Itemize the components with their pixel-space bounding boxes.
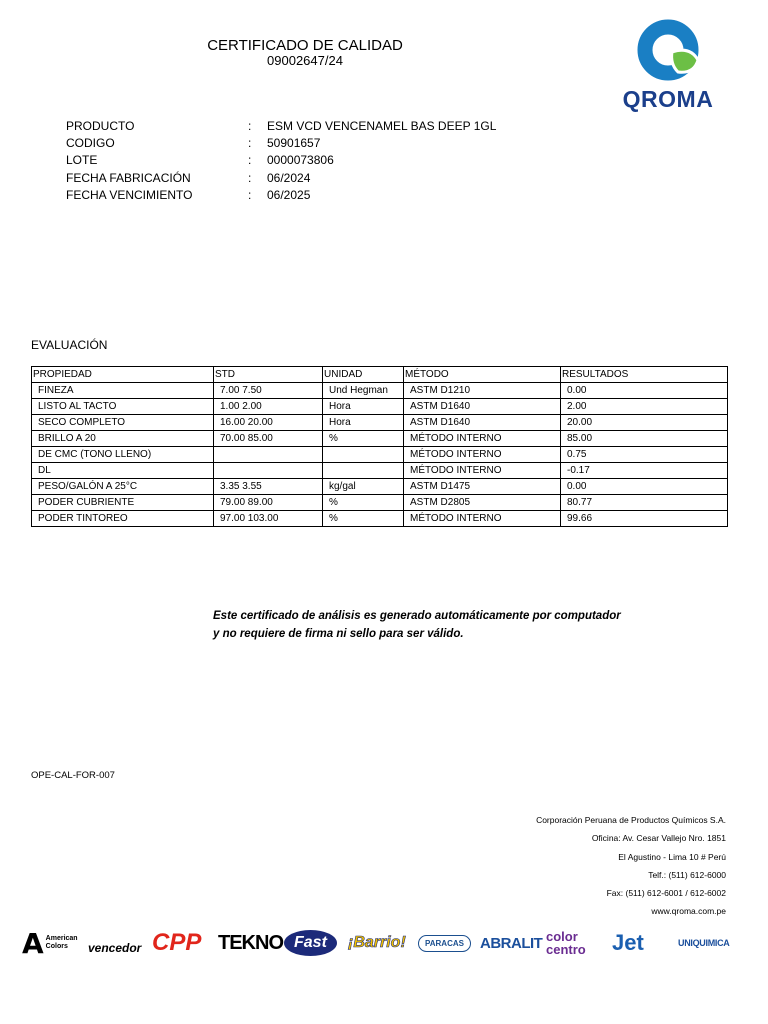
certificate-number: 09002647/24 xyxy=(267,53,343,68)
cell-std: 1.00 2.00 xyxy=(214,399,323,415)
table-row xyxy=(32,399,728,415)
table-row xyxy=(32,495,728,511)
brand-abralit-text: ABRALIT xyxy=(480,934,543,952)
field-label: PRODUCTO xyxy=(66,119,135,133)
form-code: OPE-CAL-FOR-007 xyxy=(31,770,115,781)
company-office: Oficina: Av. Cesar Vallejo Nro. 1851 xyxy=(591,833,726,844)
brand-abralit-logo xyxy=(480,926,542,960)
validity-note xyxy=(213,607,621,643)
cell-unidad: Hora xyxy=(323,415,404,431)
field-fecha-fabricacion xyxy=(66,171,566,185)
brand-fast-text: Fast xyxy=(284,930,337,956)
cell-unidad: % xyxy=(323,511,404,527)
header-unidad: UNIDAD xyxy=(323,367,404,383)
field-value: 06/2024 xyxy=(267,171,311,185)
results-table xyxy=(31,366,728,527)
cell-propiedad: PESO/GALÓN A 25°C xyxy=(32,479,214,495)
company-website: www.qroma.com.pe xyxy=(651,906,726,917)
field-label: CODIGO xyxy=(66,136,115,150)
brand-jet-text: Jet xyxy=(612,930,644,955)
cell-unidad: % xyxy=(323,431,404,447)
field-lote xyxy=(66,153,566,167)
cell-resultado: 99.66 xyxy=(561,511,728,527)
brand-barrio-logo xyxy=(348,926,414,960)
cell-unidad xyxy=(323,447,404,463)
cell-unidad: % xyxy=(323,495,404,511)
cell-metodo: ASTM D1210 xyxy=(404,383,561,399)
cell-unidad: Und Hegman xyxy=(323,383,404,399)
brand-barrio-text: ¡Barrio! xyxy=(348,934,406,951)
cell-propiedad: FINEZA xyxy=(32,383,214,399)
cell-resultado: 2.00 xyxy=(561,399,728,415)
brand-tekno-text: TEKNO xyxy=(218,931,283,954)
field-producto xyxy=(66,119,566,133)
table-row xyxy=(32,511,728,527)
brand-vencedor-logo xyxy=(88,926,148,960)
cell-resultado: 0.00 xyxy=(561,383,728,399)
brand-american-colors-text: American Colors xyxy=(45,935,78,950)
field-label: LOTE xyxy=(66,153,98,167)
table-row xyxy=(32,431,728,447)
field-value: ESM VCD VENCENAMEL BAS DEEP 1GL xyxy=(267,119,497,133)
certificate-title: CERTIFICADO DE CALIDAD xyxy=(207,37,403,54)
brand-fast-logo xyxy=(284,926,344,960)
field-separator: : xyxy=(248,188,252,202)
table-row xyxy=(32,463,728,479)
qroma-logo xyxy=(612,16,724,112)
brand-color-centro-logo xyxy=(546,926,608,960)
cell-propiedad: BRILLO A 20 xyxy=(32,431,214,447)
cell-std xyxy=(214,447,323,463)
cell-resultado: -0.17 xyxy=(561,463,728,479)
field-value: 0000073806 xyxy=(267,153,334,167)
cell-metodo: ASTM D1475 xyxy=(404,479,561,495)
company-info xyxy=(536,811,726,921)
field-separator: : xyxy=(248,136,252,150)
cell-std: 16.00 20.00 xyxy=(214,415,323,431)
field-label: FECHA FABRICACIÓN xyxy=(66,171,191,185)
certificate-title-block xyxy=(0,37,610,68)
header-metodo: MÉTODO xyxy=(404,367,561,383)
cell-resultado: 80.77 xyxy=(561,495,728,511)
company-district: El Agustino - Lima 10 # Perú xyxy=(618,851,726,862)
cell-propiedad: PODER TINTOREO xyxy=(32,511,214,527)
cell-propiedad: LISTO AL TACTO xyxy=(32,399,214,415)
brand-tekno-logo xyxy=(218,926,283,960)
header-propiedad: PROPIEDAD xyxy=(32,367,214,383)
cell-resultado: 20.00 xyxy=(561,415,728,431)
cell-metodo: ASTM D2805 xyxy=(404,495,561,511)
brand-color-centro-text: color centro xyxy=(546,929,586,957)
qroma-logo-text: QROMA xyxy=(622,86,714,112)
company-phone: Telf.: (511) 612-6000 xyxy=(648,869,726,880)
cell-propiedad: DE CMC (TONO LLENO) xyxy=(32,447,214,463)
brand-vencedor-text: vencedor xyxy=(88,941,142,955)
cell-propiedad: PODER CUBRIENTE xyxy=(32,495,214,511)
table-row xyxy=(32,447,728,463)
field-separator: : xyxy=(248,153,252,167)
cell-std: 70.00 85.00 xyxy=(214,431,323,447)
cell-unidad xyxy=(323,463,404,479)
cell-resultado: 0.75 xyxy=(561,447,728,463)
table-row xyxy=(32,415,728,431)
note-line-2: y no requiere de firma ni sello para ser válido. xyxy=(213,628,464,640)
brand-jet-logo xyxy=(612,926,674,960)
table-row xyxy=(32,479,728,495)
american-colors-mark-icon: A xyxy=(22,926,44,960)
cell-metodo: MÉTODO INTERNO xyxy=(404,511,561,527)
field-codigo xyxy=(66,136,566,150)
field-value: 50901657 xyxy=(267,136,321,150)
cell-metodo: MÉTODO INTERNO xyxy=(404,463,561,479)
company-name: Corporación Peruana de Productos Químicos S.A. xyxy=(536,815,726,825)
brand-paracas-text: PARACAS xyxy=(418,935,471,952)
cell-std: 7.00 7.50 xyxy=(214,383,323,399)
field-label: FECHA VENCIMIENTO xyxy=(66,188,193,202)
brand-american-colors-logo xyxy=(22,926,84,960)
brand-cpp-logo xyxy=(152,926,214,960)
cell-unidad: Hora xyxy=(323,399,404,415)
note-line-1: Este certificado de análisis es generado automáticamente por computador xyxy=(213,610,621,622)
cell-metodo: ASTM D1640 xyxy=(404,415,561,431)
qroma-logo-icon xyxy=(612,16,724,88)
cell-metodo: MÉTODO INTERNO xyxy=(404,431,561,447)
cell-std: 3.35 3.55 xyxy=(214,479,323,495)
cell-resultado: 0.00 xyxy=(561,479,728,495)
field-separator: : xyxy=(248,171,252,185)
cell-std: 79.00 89.00 xyxy=(214,495,323,511)
cell-unidad: kg/gal xyxy=(323,479,404,495)
brand-uniquimica-text: UNIQUIMICA xyxy=(678,938,730,948)
header-std: STD xyxy=(214,367,323,383)
cell-metodo: MÉTODO INTERNO xyxy=(404,447,561,463)
evaluation-label: EVALUACIÓN xyxy=(31,338,108,352)
cell-std: 97.00 103.00 xyxy=(214,511,323,527)
cell-resultado: 85.00 xyxy=(561,431,728,447)
table-row xyxy=(32,383,728,399)
cell-propiedad: SECO COMPLETO xyxy=(32,415,214,431)
brand-uniquimica-logo xyxy=(678,926,738,960)
field-value: 06/2025 xyxy=(267,188,311,202)
table-header-row xyxy=(32,367,728,383)
cell-std xyxy=(214,463,323,479)
header-resultados: RESULTADOS xyxy=(561,367,728,383)
brand-paracas-logo xyxy=(418,926,474,960)
field-fecha-vencimiento xyxy=(66,188,566,202)
cell-propiedad: DL xyxy=(32,463,214,479)
brand-cpp-text: CPP xyxy=(152,929,202,956)
brand-logos-strip xyxy=(22,926,740,960)
field-separator: : xyxy=(248,119,252,133)
company-fax: Fax: (511) 612-6001 / 612-6002 xyxy=(606,888,726,899)
cell-metodo: ASTM D1640 xyxy=(404,399,561,415)
